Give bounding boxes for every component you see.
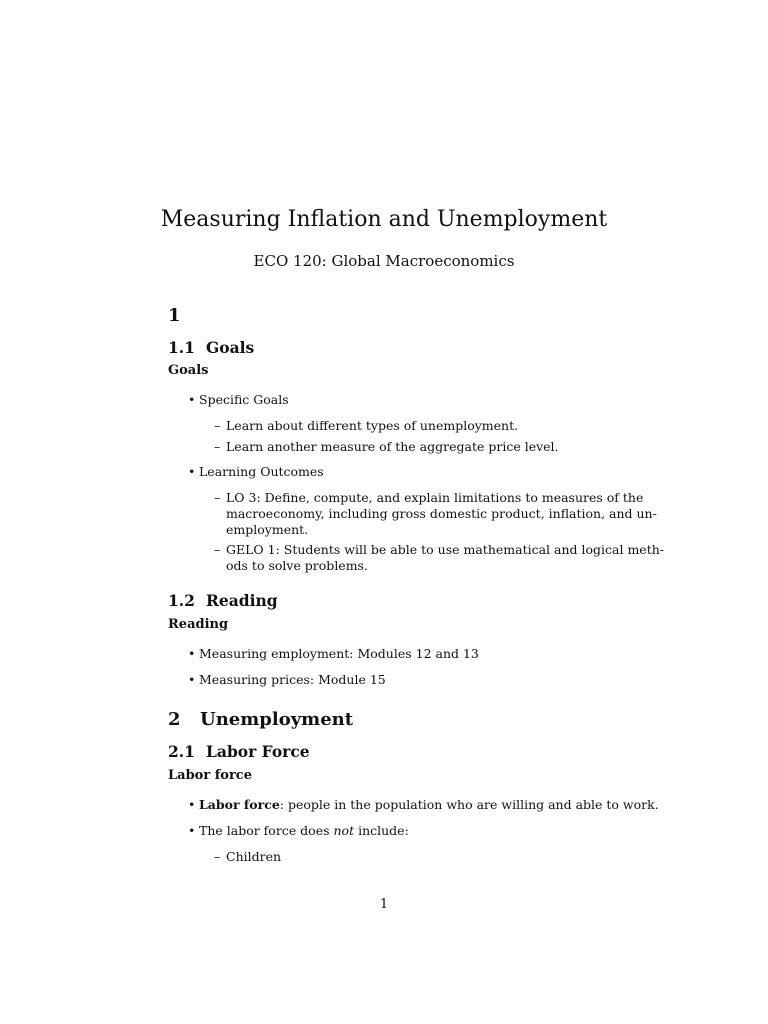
- section-1-heading: [168, 305, 200, 326]
- subsection-number: 1.2: [168, 591, 195, 610]
- dash-icon: –: [214, 849, 221, 864]
- section-number: 1: [168, 305, 181, 326]
- subsection-title: Labor Force: [206, 742, 310, 761]
- list-item: [188, 797, 659, 812]
- list-item: [188, 464, 324, 479]
- bullet-icon: •: [188, 672, 196, 687]
- emphasis-not: not: [333, 823, 355, 838]
- bullet-icon: •: [188, 646, 196, 661]
- sub-list-item: [214, 490, 643, 506]
- sub-list-item-text: Children: [226, 849, 282, 864]
- paragraph-title-goals: Goals: [168, 363, 209, 378]
- sub-list-item-continuation: ods to solve problems.: [226, 558, 368, 573]
- subsection-number: 2.1: [168, 742, 195, 761]
- sub-list-item: [214, 418, 518, 434]
- dash-icon: –: [214, 490, 221, 505]
- paragraph-title-labor-force: Labor force: [168, 768, 252, 783]
- section-title: Unemployment: [200, 709, 354, 730]
- sub-list-item-text: GELO 1: Students will be able to use mathematical and logical meth-: [226, 542, 664, 557]
- list-item-text: Measuring prices: Module 15: [199, 672, 386, 687]
- list-item-text: Measuring employment: Modules 12 and 13: [199, 646, 479, 661]
- subsection-title: Reading: [206, 591, 278, 610]
- list-item-text: The labor force does: [199, 823, 334, 838]
- document-title: Measuring Inflation and Unemployment: [160, 207, 608, 232]
- sub-list-item-continuation: macroeconomy, including gross domestic product, inflation, and un-: [226, 506, 657, 521]
- bullet-icon: •: [188, 464, 196, 479]
- bullet-icon: •: [188, 797, 196, 812]
- list-item: [188, 646, 479, 661]
- page-number: 1: [379, 897, 389, 912]
- subsection-2-1-heading: [168, 742, 310, 761]
- sub-list-item-continuation: employment.: [226, 522, 309, 537]
- term-labor-force: Labor force: [199, 797, 280, 812]
- list-item-text-end: include:: [354, 823, 409, 838]
- sub-list-item: [214, 542, 664, 558]
- list-item-text: Learning Outcomes: [199, 464, 324, 479]
- section-number: 2: [168, 709, 181, 730]
- sub-list-item-text: Learn another measure of the aggregate price level.: [226, 439, 559, 454]
- dash-icon: –: [214, 542, 221, 557]
- bullet-icon: •: [188, 823, 196, 838]
- dash-icon: –: [214, 439, 221, 454]
- list-item-text: Specific Goals: [199, 392, 289, 407]
- subsection-title: Goals: [206, 338, 255, 357]
- list-item: [188, 823, 409, 838]
- paragraph-title-reading: Reading: [168, 617, 229, 632]
- list-item: [188, 672, 386, 687]
- section-2-heading: [168, 709, 353, 730]
- bullet-icon: •: [188, 392, 196, 407]
- sub-list-item-text: Learn about different types of unemployment.: [226, 418, 519, 433]
- subsection-1-2-heading: [168, 591, 278, 610]
- sub-list-item: [214, 849, 281, 865]
- sub-list-item-text: LO 3: Define, compute, and explain limitations to measures of the: [226, 490, 644, 505]
- subsection-1-1-heading: [168, 338, 254, 357]
- subsection-number: 1.1: [168, 338, 195, 357]
- dash-icon: –: [214, 418, 221, 433]
- document-subtitle: ECO 120: Global Macroeconomics: [253, 252, 515, 270]
- list-item-text: : people in the population who are willing and able to work.: [279, 797, 659, 812]
- sub-list-item: [214, 439, 559, 455]
- list-item: [188, 392, 289, 407]
